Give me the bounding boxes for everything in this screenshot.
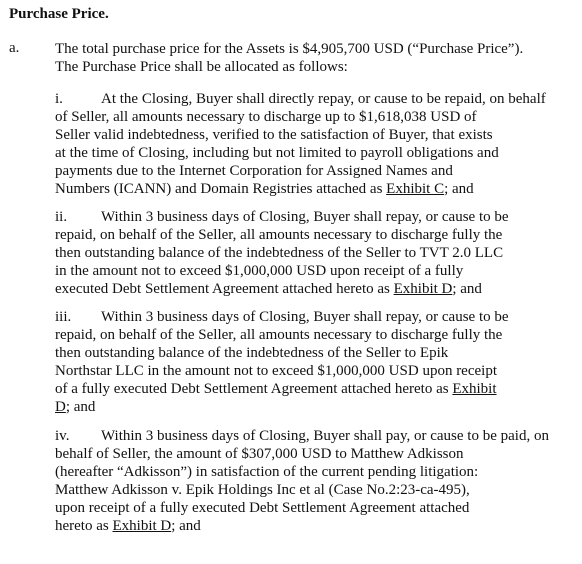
subitem-iii [55,308,575,416]
subitem-text: Within 3 business days of Closing, Buyer shall pay, or cause to be paid, on behalf of Seller, the amount of $307,000 USD to Matthew Adkisson (hereafter “Adkisson”) in satisfaction of the current pending litigation: Matthew Adkisson v. Epik Holdings Inc et al (Case No.2:23-ca-495), upon receipt of a fully executed Debt Settlement Agreement attached hereto as [55,428,549,534]
item-a-text: The total purchase price for the Assets is $4,905,700 USD (“Purchase Price”). The Purchase Price shall be allocated as follows: [55,41,524,75]
exhibit-d-link[interactable]: Exhibit D [393,281,453,297]
subitem-iv [55,427,575,535]
exhibit-d-link[interactable]: Exhibit D [112,518,172,534]
subitem-number: iii. [55,309,72,325]
subitem-text: At the Closing, Buyer shall directly repay, or cause to be repaid, on behalf of Seller, all amounts necessary to discharge up to $1,618,038 USD of Seller valid indebtedness, verified to the satisfaction of Buyer, that exists at the time of Closing, including but not limited to payroll obligations and payments due to the Internet Corporation for Assigned Names and Numbers (ICANN) and Domain Registries attached as [55,91,546,197]
item-a-letter: a. [9,40,20,56]
subitem-tail: ; and [444,181,474,197]
section-heading: Purchase Price. [9,6,109,22]
subitem-tail: ; and [65,399,96,415]
exhibit-c-link[interactable]: Exhibit C [386,181,445,197]
subitem-tail: ; and [171,518,201,534]
subitem-ii [55,208,575,298]
subitem-tail: ; and [452,281,482,297]
subitem-i [55,90,575,198]
exhibit-d-link[interactable]: Exhibit D [55,381,497,415]
subitem-text: Within 3 business days of Closing, Buyer shall repay, or cause to be repaid, on behalf of the Seller, all amounts necessary to discharge fully the then outstanding balance of the indebtedness of the Seller to TVT 2.0 LLC in the amount not to exceed $1,000,000 USD upon receipt of a fully executed Debt Settlement Agreement attached hereto as [55,209,509,297]
subitem-number: ii. [55,209,68,225]
subitem-text: Within 3 business days of Closing, Buyer shall repay, or cause to be repaid, on behalf of the Seller, all amounts necessary to discharge fully the then outstanding balance of the indebtedness of the Seller to Epik Northstar LLC in the amount not to exceed $1,000,000 USD upon receipt of a fully executed Debt Settlement Agreement attached hereto as [55,309,509,397]
subitem-number: iv. [55,428,70,444]
subitem-number: i. [55,91,63,107]
